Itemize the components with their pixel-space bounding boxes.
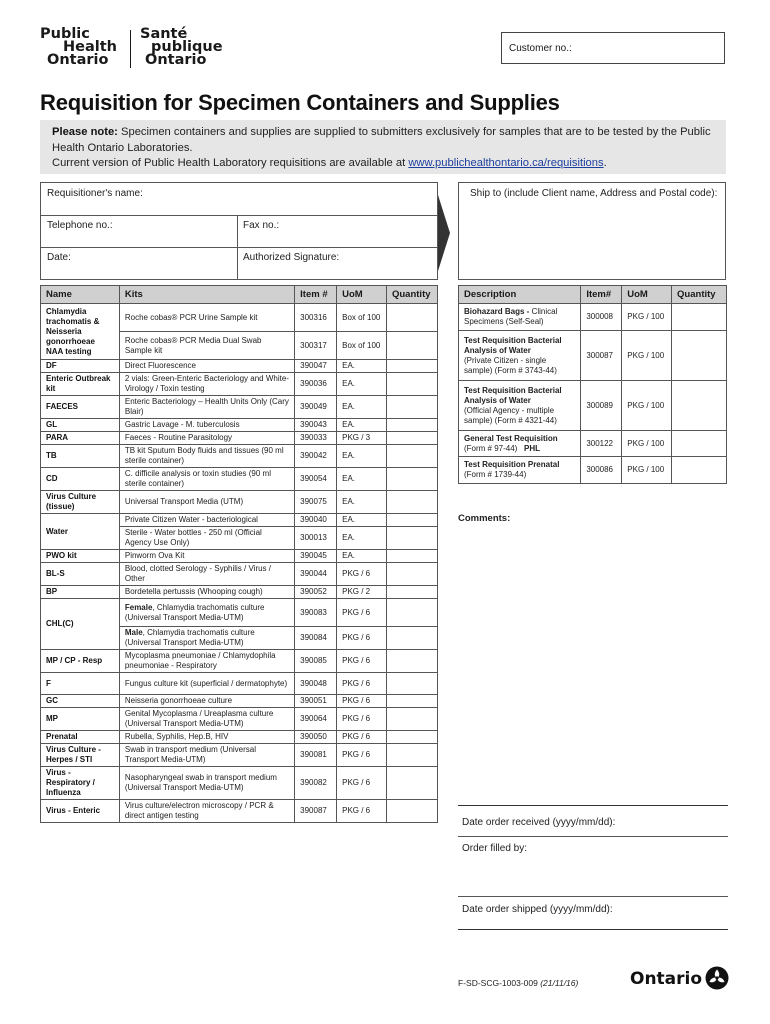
quantity-input[interactable]: [672, 381, 727, 431]
kit-description-text: Blood, clotted Serology - Syphilis / Virus / Other: [124, 564, 272, 583]
kit-description-text: Mycoplasma pneumoniae / Chlamydophila pneumoniae - Respiratory: [124, 651, 276, 670]
item-number: 390048: [295, 673, 337, 695]
unit-of-measure: PKG / 6: [337, 563, 387, 586]
ship-to-field[interactable]: [458, 182, 726, 280]
signature-field[interactable]: [237, 247, 339, 263]
kit-description: [119, 599, 294, 627]
item-number: 390064: [295, 708, 337, 731]
item-number: 300086: [581, 457, 622, 484]
kit-description-text: Pinworm Ova Kit: [124, 551, 185, 560]
please-note-box: [40, 120, 726, 174]
kit-description-text: Gastric Lavage - M. tuberculosis: [124, 420, 240, 429]
col-header-kits: Kits: [119, 286, 294, 304]
order-filled-field[interactable]: [462, 843, 527, 854]
table-row: [459, 304, 727, 331]
item-number: 390040: [295, 514, 337, 527]
item-number: 390085: [295, 650, 337, 673]
table-row: [459, 331, 727, 381]
supply-description: [459, 331, 581, 381]
table-row: [41, 731, 438, 744]
table-row: [41, 800, 438, 823]
kit-name: PARA: [41, 432, 120, 445]
table-row: [41, 468, 438, 491]
item-number: 390084: [295, 627, 337, 650]
table-row: [41, 419, 438, 432]
requisitioner-name-label: Requisitioner's name:: [47, 188, 143, 199]
item-number: 300317: [295, 332, 337, 360]
kit-name: Virus Culture - Herpes / STI: [41, 744, 120, 767]
unit-of-measure: Box of 100: [337, 332, 387, 360]
table-row: [41, 695, 438, 708]
item-number: 390052: [295, 586, 337, 599]
kit-description: [119, 695, 294, 708]
supply-detail: (Private Citizen - single sample) (Form # 3743-44): [464, 355, 557, 375]
date-label: Date:: [47, 252, 71, 263]
divider: [458, 836, 728, 837]
supply-detail: (Form # 97-44): [464, 443, 518, 453]
quantity-input[interactable]: [672, 457, 727, 484]
col-header-quantity: Quantity: [386, 286, 437, 304]
item-number: 300087: [581, 331, 622, 381]
col-header-name: Name: [41, 286, 120, 304]
unit-of-measure: PKG / 100: [622, 381, 672, 431]
table-row: [41, 599, 438, 627]
col-header-item: Item #: [295, 286, 337, 304]
quantity-input[interactable]: [386, 744, 437, 767]
item-number: 390081: [295, 744, 337, 767]
kit-name: Chlamydia trachomatis & Neisseria gonorrhoeae NAA testing: [41, 304, 120, 360]
telephone-field[interactable]: [41, 215, 113, 231]
kit-description: [119, 373, 294, 396]
col-header-item: Item#: [581, 286, 622, 304]
kit-description-text: Neisseria gonorrhoeae culture: [124, 696, 233, 705]
form-date: (21/11/16): [540, 978, 579, 988]
table-row: [459, 431, 727, 457]
date-received-field[interactable]: [462, 817, 615, 828]
kit-description: [119, 800, 294, 823]
table-row: [41, 673, 438, 695]
customer-no-label: Customer no.:: [509, 43, 572, 54]
kit-description: [119, 445, 294, 468]
order-filled-label: Order filled by:: [462, 843, 528, 854]
unit-of-measure: PKG / 100: [622, 304, 672, 331]
supplies-header-row: [459, 286, 727, 304]
kit-description-text: Swab in transport medium (Universal Transport Media-UTM): [124, 745, 257, 764]
kit-description: [119, 586, 294, 599]
item-number: 390087: [295, 800, 337, 823]
quantity-input[interactable]: [386, 304, 437, 332]
fax-label: Fax no.:: [243, 220, 280, 231]
kit-description: [119, 731, 294, 744]
table-row: [41, 650, 438, 673]
divider: [458, 896, 728, 897]
table-row: [41, 445, 438, 468]
supply-description: [459, 381, 581, 431]
unit-of-measure: PKG / 6: [337, 695, 387, 708]
item-number: 390042: [295, 445, 337, 468]
kit-description: [119, 514, 294, 527]
quantity-input[interactable]: [386, 767, 437, 800]
unit-of-measure: Box of 100: [337, 304, 387, 332]
unit-of-measure: PKG / 6: [337, 731, 387, 744]
table-row: [41, 563, 438, 586]
item-number: 300008: [581, 304, 622, 331]
item-number: 390050: [295, 731, 337, 744]
item-number: 300122: [581, 431, 622, 457]
item-number: 300316: [295, 304, 337, 332]
quantity-input[interactable]: [386, 468, 437, 491]
quantity-input[interactable]: [386, 650, 437, 673]
item-number: 390082: [295, 767, 337, 800]
kit-description-text: Bordetella pertussis (Whooping cough): [124, 587, 263, 596]
trillium-icon: [705, 966, 729, 990]
col-header-uom: UoM: [337, 286, 387, 304]
unit-of-measure: EA.: [337, 527, 387, 550]
table-row: [41, 396, 438, 419]
col-header-quantity: Quantity: [672, 286, 727, 304]
kit-name: CHL(C): [41, 599, 120, 650]
comments-label: Comments:: [458, 513, 511, 524]
kit-description: [119, 304, 294, 332]
kit-name: Virus - Respiratory / Influenza: [41, 767, 120, 800]
unit-of-measure: EA.: [337, 360, 387, 373]
kit-description-text: Faeces - Routine Parasitology: [124, 433, 233, 442]
unit-of-measure: PKG / 100: [622, 331, 672, 381]
quantity-input[interactable]: [672, 331, 727, 381]
quantity-input[interactable]: [386, 708, 437, 731]
supply-title: Biohazard Bags -: [464, 307, 532, 316]
unit-of-measure: PKG / 6: [337, 599, 387, 627]
kit-description: [119, 332, 294, 360]
table-row: [459, 381, 727, 431]
kit-description: [119, 468, 294, 491]
kit-description: [119, 767, 294, 800]
table-row: [41, 767, 438, 800]
unit-of-measure: EA.: [337, 550, 387, 563]
logo-divider: [130, 30, 131, 68]
item-number: 300089: [581, 381, 622, 431]
public-health-ontario-logo: [40, 28, 240, 72]
kit-description-text: Roche cobas® PCR Media Dual Swab Sample kit: [124, 335, 262, 355]
table-row: [41, 360, 438, 373]
kit-description: [119, 550, 294, 563]
kit-name: Water: [41, 514, 120, 550]
kit-description-text: Universal Transport Media (UTM): [124, 497, 244, 506]
unit-of-measure: PKG / 3: [337, 432, 387, 445]
quantity-input[interactable]: [386, 586, 437, 599]
divider: [237, 215, 238, 279]
quantity-input[interactable]: [386, 332, 437, 360]
quantity-input[interactable]: [386, 514, 437, 527]
unit-of-measure: PKG / 6: [337, 744, 387, 767]
unit-of-measure: PKG / 6: [337, 650, 387, 673]
table-row: [41, 304, 438, 332]
kit-name: Virus - Enteric: [41, 800, 120, 823]
unit-of-measure: EA.: [337, 419, 387, 432]
customer-no-field[interactable]: [501, 32, 725, 64]
unit-of-measure: PKG / 6: [337, 767, 387, 800]
quantity-input[interactable]: [386, 550, 437, 563]
kit-description: [119, 491, 294, 514]
kit-description-bold: Male: [124, 628, 143, 637]
table-row: [41, 514, 438, 527]
quantity-input[interactable]: [386, 360, 437, 373]
quantity-input[interactable]: [672, 304, 727, 331]
unit-of-measure: EA.: [337, 468, 387, 491]
table-row: [41, 550, 438, 563]
col-header-description: Description: [459, 286, 581, 304]
item-number: 390045: [295, 550, 337, 563]
telephone-label: Telephone no.:: [47, 220, 113, 231]
date-shipped-label: Date order shipped (yyyy/mm/dd):: [462, 904, 613, 915]
supply-title: Test Requisition Prenatal: [464, 460, 560, 469]
page-title: Requisition for Specimen Containers and Supplies: [40, 90, 560, 115]
kit-description-text: Enteric Bacteriology – Health Units Only (Cary Blair): [124, 397, 289, 416]
supply-detail: Clinical Specimens (Self-Seal): [464, 307, 558, 326]
date-shipped-field[interactable]: [462, 904, 613, 915]
supply-detail: (Form # 1739-44): [464, 470, 527, 479]
note-line2-suffix: .: [603, 157, 607, 169]
kit-description: [119, 673, 294, 695]
kit-description-text: , Chlamydia trachomatis culture (Universal Transport Media-UTM): [124, 602, 265, 622]
kit-name: Enteric Outbreak kit: [41, 373, 120, 396]
quantity-input[interactable]: [386, 695, 437, 708]
kit-name: F: [41, 673, 120, 695]
kit-name: Virus Culture (tissue): [41, 491, 120, 514]
kit-description-text: C. difficile analysis or toxin studies (90 ml sterile container): [124, 469, 271, 488]
table-row: [41, 708, 438, 731]
quantity-input[interactable]: [386, 627, 437, 650]
item-number: 390049: [295, 396, 337, 419]
kit-description: [119, 396, 294, 419]
requisitions-link[interactable]: www.publichealthontario.ca/requisitions: [408, 157, 604, 169]
table-row: [41, 586, 438, 599]
quantity-input[interactable]: [386, 445, 437, 468]
kit-description-text: Private Citizen Water - bacteriological: [124, 515, 258, 524]
unit-of-measure: EA.: [337, 445, 387, 468]
note-line2: Current version of Public Health Laboratory requisitions are available at: [52, 157, 409, 169]
quantity-input[interactable]: [386, 396, 437, 419]
kit-name: MP: [41, 708, 120, 731]
note-lead: Please note:: [52, 126, 118, 138]
kit-name: BL-S: [41, 563, 120, 586]
quantity-input[interactable]: [386, 673, 437, 695]
item-number: 390075: [295, 491, 337, 514]
form-number: F-SD-SCG-1003-009: [458, 978, 538, 988]
signature-label: Authorized Signature:: [243, 252, 340, 263]
supply-title: Test Requisition Bacterial Analysis of Water: [464, 335, 562, 355]
kit-name: Prenatal: [41, 731, 120, 744]
note-text: Specimen containers and supplies are supplied to submitters exclusively for samples that are to be tested by the Public Health Ontario Laboratories.: [52, 126, 711, 154]
quantity-input[interactable]: [386, 731, 437, 744]
date-field[interactable]: [41, 247, 71, 263]
quantity-input[interactable]: [386, 432, 437, 445]
ship-to-label: Ship to (include Client name, Address and Postal code):: [470, 188, 718, 199]
unit-of-measure: PKG / 6: [337, 673, 387, 695]
quantity-input[interactable]: [386, 599, 437, 627]
kit-description: [119, 708, 294, 731]
kit-description-text: Nasopharyngeal swab in transport medium (Universal Transport Media-UTM): [124, 773, 277, 792]
kit-description: [119, 744, 294, 767]
unit-of-measure: EA.: [337, 491, 387, 514]
kit-description-text: TB kit Sputum Body fluids and tissues (90 ml sterile container): [124, 446, 284, 465]
quantity-input[interactable]: [386, 527, 437, 550]
requisitioner-box: [40, 182, 438, 280]
kit-description-text: Direct Fluorescence: [124, 361, 196, 370]
unit-of-measure: PKG / 100: [622, 431, 672, 457]
date-received-label: Date order received (yyyy/mm/dd):: [462, 817, 616, 828]
quantity-input[interactable]: [386, 563, 437, 586]
unit-of-measure: EA.: [337, 514, 387, 527]
kit-description: [119, 432, 294, 445]
unit-of-measure: PKG / 6: [337, 627, 387, 650]
supply-tag: PHL: [524, 443, 541, 453]
kit-name: PWO kit: [41, 550, 120, 563]
item-number: 390051: [295, 695, 337, 708]
item-number: 390044: [295, 563, 337, 586]
requisitioner-name-field[interactable]: [41, 183, 143, 199]
kit-description: [119, 563, 294, 586]
kit-name: GC: [41, 695, 120, 708]
kit-name: CD: [41, 468, 120, 491]
item-number: 390043: [295, 419, 337, 432]
unit-of-measure: PKG / 6: [337, 708, 387, 731]
kits-table: [40, 285, 438, 823]
item-number: 390033: [295, 432, 337, 445]
unit-of-measure: PKG / 6: [337, 800, 387, 823]
quantity-input[interactable]: [386, 800, 437, 823]
table-row: [41, 432, 438, 445]
logo-english: Public Health Ontario: [40, 26, 117, 68]
quantity-input[interactable]: [386, 491, 437, 514]
kit-description-text: Genital Mycoplasma / Ureaplasma culture (Universal Transport Media-UTM): [124, 709, 274, 728]
table-row: [41, 744, 438, 767]
kit-description-text: Virus culture/electron microscopy / PCR & direct antigen testing: [124, 801, 274, 820]
table-row: [41, 373, 438, 396]
kit-description: [119, 650, 294, 673]
table-row: [41, 491, 438, 514]
quantity-input[interactable]: [386, 373, 437, 396]
logo-french: Santé publique Ontario: [140, 26, 223, 68]
kit-description-bold: Female: [124, 602, 153, 612]
quantity-input[interactable]: [672, 431, 727, 457]
ontario-wordmark: Ontario: [630, 969, 703, 989]
unit-of-measure: PKG / 2: [337, 586, 387, 599]
kit-name: DF: [41, 360, 120, 373]
kit-description-text: Sterile - Water bottles - 250 ml (Official Agency Use Only): [124, 528, 262, 547]
kit-description: [119, 527, 294, 550]
quantity-input[interactable]: [386, 419, 437, 432]
kit-description: [119, 419, 294, 432]
kit-description-text: 2 vials: Green-Enteric Bacteriology and White-Virology / Toxin testing: [124, 374, 289, 393]
item-number: 300013: [295, 527, 337, 550]
arrow-right-icon: [438, 195, 450, 271]
kit-description-text: , Chlamydia trachomatis culture (Universal Transport Media-UTM): [124, 628, 255, 647]
supply-title: Test Requisition Bacterial Analysis of Water: [464, 385, 562, 405]
form-id: [458, 978, 578, 988]
order-box: [458, 805, 728, 930]
unit-of-measure: PKG / 100: [622, 457, 672, 484]
kit-description: [119, 627, 294, 650]
unit-of-measure: EA.: [337, 373, 387, 396]
col-header-uom: UoM: [622, 286, 672, 304]
unit-of-measure: EA.: [337, 396, 387, 419]
supply-title: General Test Requisition: [464, 433, 558, 443]
item-number: 390083: [295, 599, 337, 627]
kit-description-text: Rubella, Syphilis, Hep.B, HIV: [124, 732, 229, 741]
kit-description: [119, 360, 294, 373]
supply-description: [459, 457, 581, 484]
kit-name: GL: [41, 419, 120, 432]
supply-description: [459, 431, 581, 457]
supply-detail: (Official Agency - multiple sample) (Form # 4321-44): [464, 405, 557, 425]
fax-field[interactable]: [237, 215, 279, 231]
kit-name: TB: [41, 445, 120, 468]
kit-name: FAECES: [41, 396, 120, 419]
kits-header-row: [41, 286, 438, 304]
supply-description: [459, 304, 581, 331]
item-number: 390036: [295, 373, 337, 396]
item-number: 390047: [295, 360, 337, 373]
kit-name: BP: [41, 586, 120, 599]
item-number: 390054: [295, 468, 337, 491]
supplies-table: [458, 285, 727, 484]
kit-description-text: Roche cobas® PCR Urine Sample kit: [124, 312, 258, 322]
kit-description-text: Fungus culture kit (superficial / dermatophyte): [124, 678, 288, 688]
table-row: [459, 457, 727, 484]
kit-name: MP / CP - Resp: [41, 650, 120, 673]
